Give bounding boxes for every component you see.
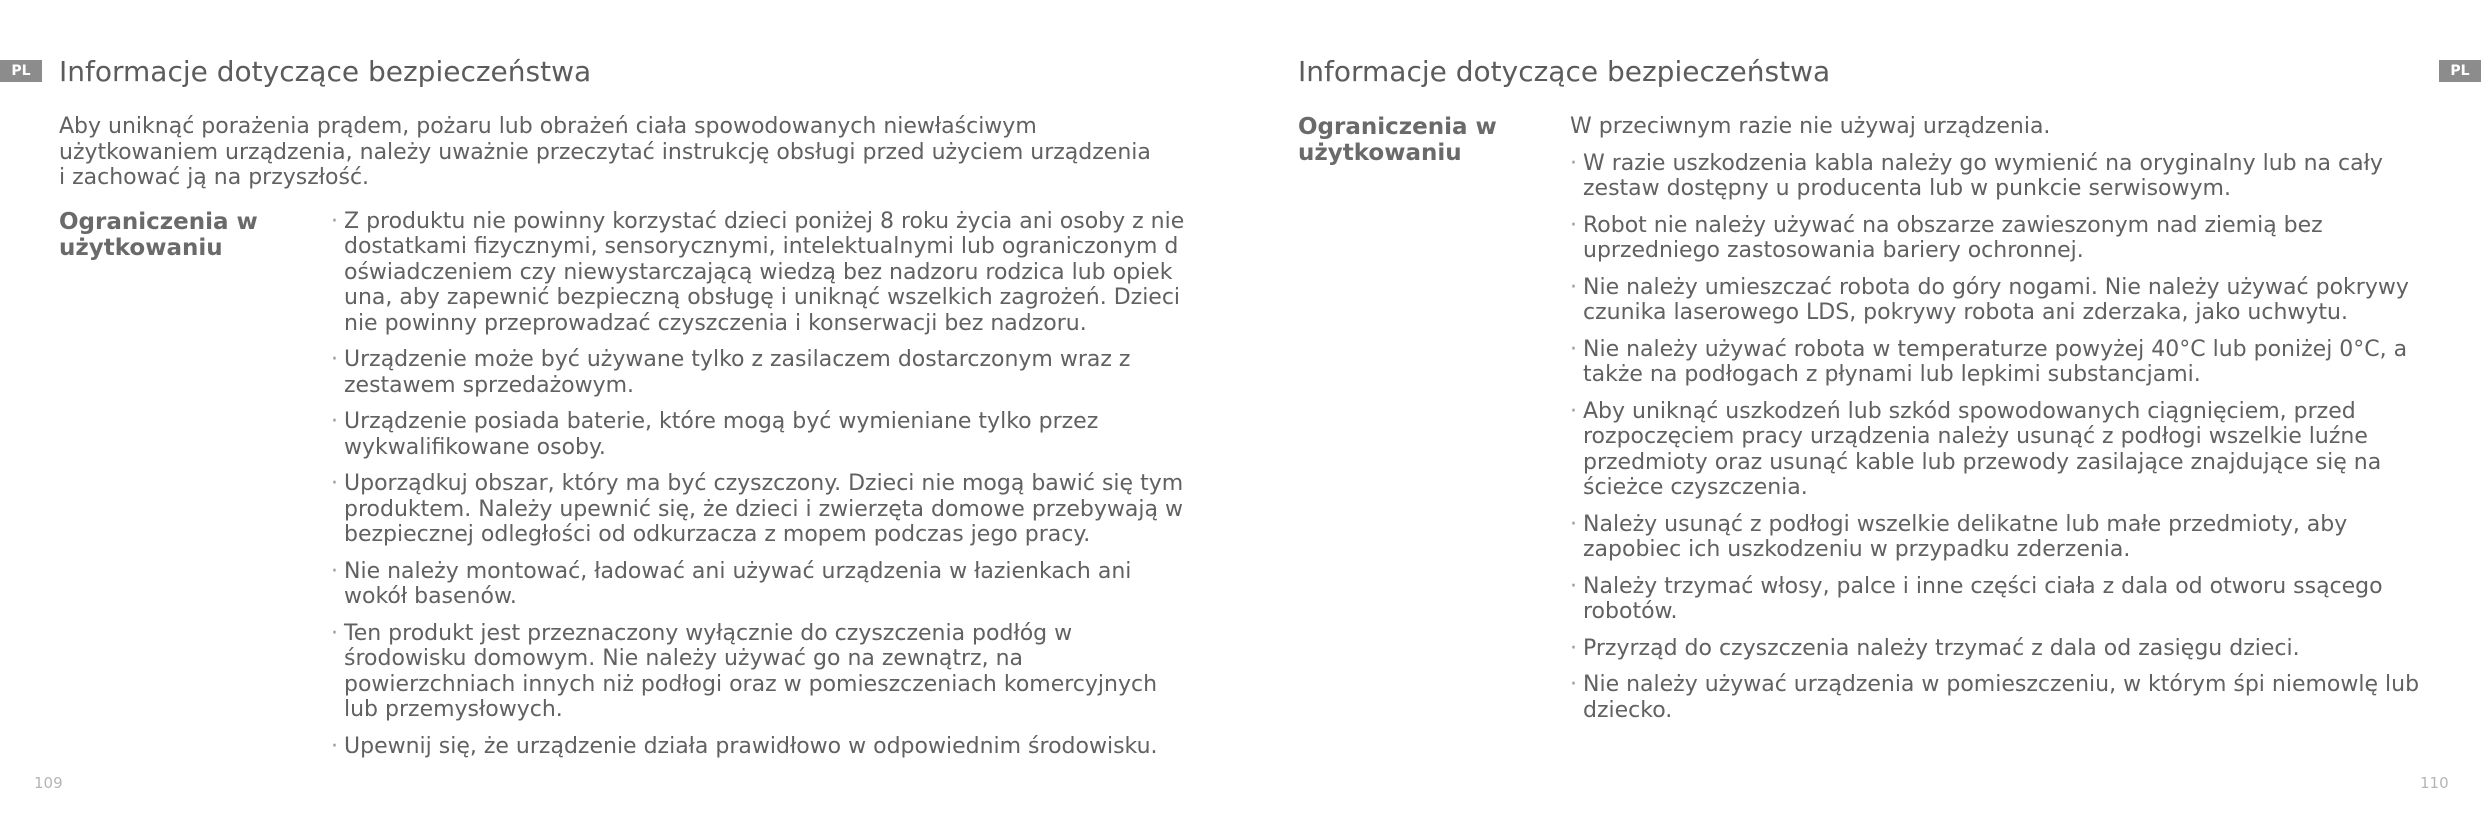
list-item: · Urządzenie może być używane tylko z zasilaczem dostarczonym wraz z zestawem sprzedażowym. xyxy=(331,347,1189,398)
list-item: · Nie należy umieszczać robota do góry nogami. Nie należy używać pokrywy czunika laserowego LDS, pokrywy robota ani zderzaka, jako uchwytu. xyxy=(1570,275,2428,326)
list-item: · Nie należy używać urządzenia w pomieszczeniu, w którym śpi niemowlę lub dziecko. xyxy=(1570,672,2428,723)
list-item: W przeciwnym razie nie używaj urządzenia. xyxy=(1570,114,2051,139)
page-title-right: Informacje dotyczące bezpieczeństwa xyxy=(1298,55,1831,88)
page-number-left: 109 xyxy=(34,774,63,792)
list-item: · Urządzenie posiada baterie, które mogą być wymieniane tylko przez wykwalifikowane osoby. xyxy=(331,409,1189,460)
list-item: · Uporządkuj obszar, który ma być czyszczony. Dzieci nie mogą bawić się tym produktem. Należy upewnić się, że dzieci i zwierzęta domowe przebywają w bezpiecznej odległości od odkurzacza z mopem podczas jego pracy. xyxy=(331,471,1189,548)
page-number-right: 110 xyxy=(2420,774,2449,792)
language-tag-right: PL xyxy=(2439,60,2481,82)
list-item: · Ten produkt jest przeznaczony wyłącznie do czyszczenia podłóg w środowisku domowym. Nie należy używać go na zewnątrz, na powierzchniach innych niż podłogi oraz w pomieszczeniach komercyjnych lub przemysłowych. xyxy=(331,621,1189,723)
list-item: · Należy trzymać włosy, palce i inne części ciała z dala od otworu ssącego robotów. xyxy=(1570,574,2428,625)
language-tag-left: PL xyxy=(0,60,42,82)
list-item: · Upewnij się, że urządzenie działa prawidłowo w odpowiednim środowisku. xyxy=(331,734,1189,760)
left-page xyxy=(59,52,1189,770)
section-label-right: Ograniczenia w użytkowaniu xyxy=(1298,114,1497,166)
right-page xyxy=(1298,52,2428,734)
intro-paragraph: Aby uniknąć porażenia prądem, pożaru lub obrażeń ciała spowodowanych niewłaściwym użytkowaniem urządzenia, należy uważnie przeczytać instrukcję obsługi przed użyciem urządzenia i zachować ją na przyszłość. xyxy=(59,114,1151,190)
usage-restrictions-section-left xyxy=(59,209,1189,771)
list-item: · W razie uszkodzenia kabla należy go wymienić na oryginalny lub na cały zestaw dostępny u producenta lub w punkcie serwisowym. xyxy=(1570,151,2428,202)
list-item: · Z produktu nie powinny korzystać dzieci poniżej 8 roku życia ani osoby z nie dostatkami fizycznymi, sensorycznymi, intelektualnymi lub ograniczonym d oświadczeniem czy niewystarczającą wiedzą bez nadzoru rodzica lub opiek una, aby zapewnić bezpieczną obsługę i uniknąć wszelkich zagrożeń. Dzieci nie powinny przeprowadzać czyszczenia i konserwacji bez nadzoru. xyxy=(331,209,1189,337)
list-item: · Nie należy montować, ładować ani używać urządzenia w łazienkach ani wokół basenów. xyxy=(331,559,1189,610)
list-item: · Nie należy używać robota w temperaturze powyżej 40°C lub poniżej 0°C, a także na podłogach z płynami lub lepkimi substancjami. xyxy=(1570,337,2428,388)
bullet-list-left xyxy=(331,209,1189,771)
list-item: · Aby uniknąć uszkodzeń lub szkód spowodowanych ciągnięciem, przed rozpoczęciem pracy urządzenia należy usunąć z podłogi wszelkie luźne przedmioty oraz usunąć kable lub przewody zasilające znajdujące się na ścieżce czyszczenia. xyxy=(1570,399,2428,501)
bullet-list-right xyxy=(1570,114,2428,734)
section-label-left: Ograniczenia w użytkowaniu xyxy=(59,208,258,261)
usage-restrictions-section-right xyxy=(1298,114,2428,734)
list-item: · Przyrząd do czyszczenia należy trzymać z dala od zasięgu dzieci. xyxy=(1570,636,2428,662)
list-item: · Należy usunąć z podłogi wszelkie delikatne lub małe przedmioty, aby zapobiec ich uszkodzeniu w przypadku zderzenia. xyxy=(1570,512,2428,563)
page-title-left: Informacje dotyczące bezpieczeństwa xyxy=(59,55,592,88)
list-item: · Robot nie należy używać na obszarze zawieszonym nad ziemią bez uprzedniego zastosowania bariery ochronnej. xyxy=(1570,213,2428,264)
